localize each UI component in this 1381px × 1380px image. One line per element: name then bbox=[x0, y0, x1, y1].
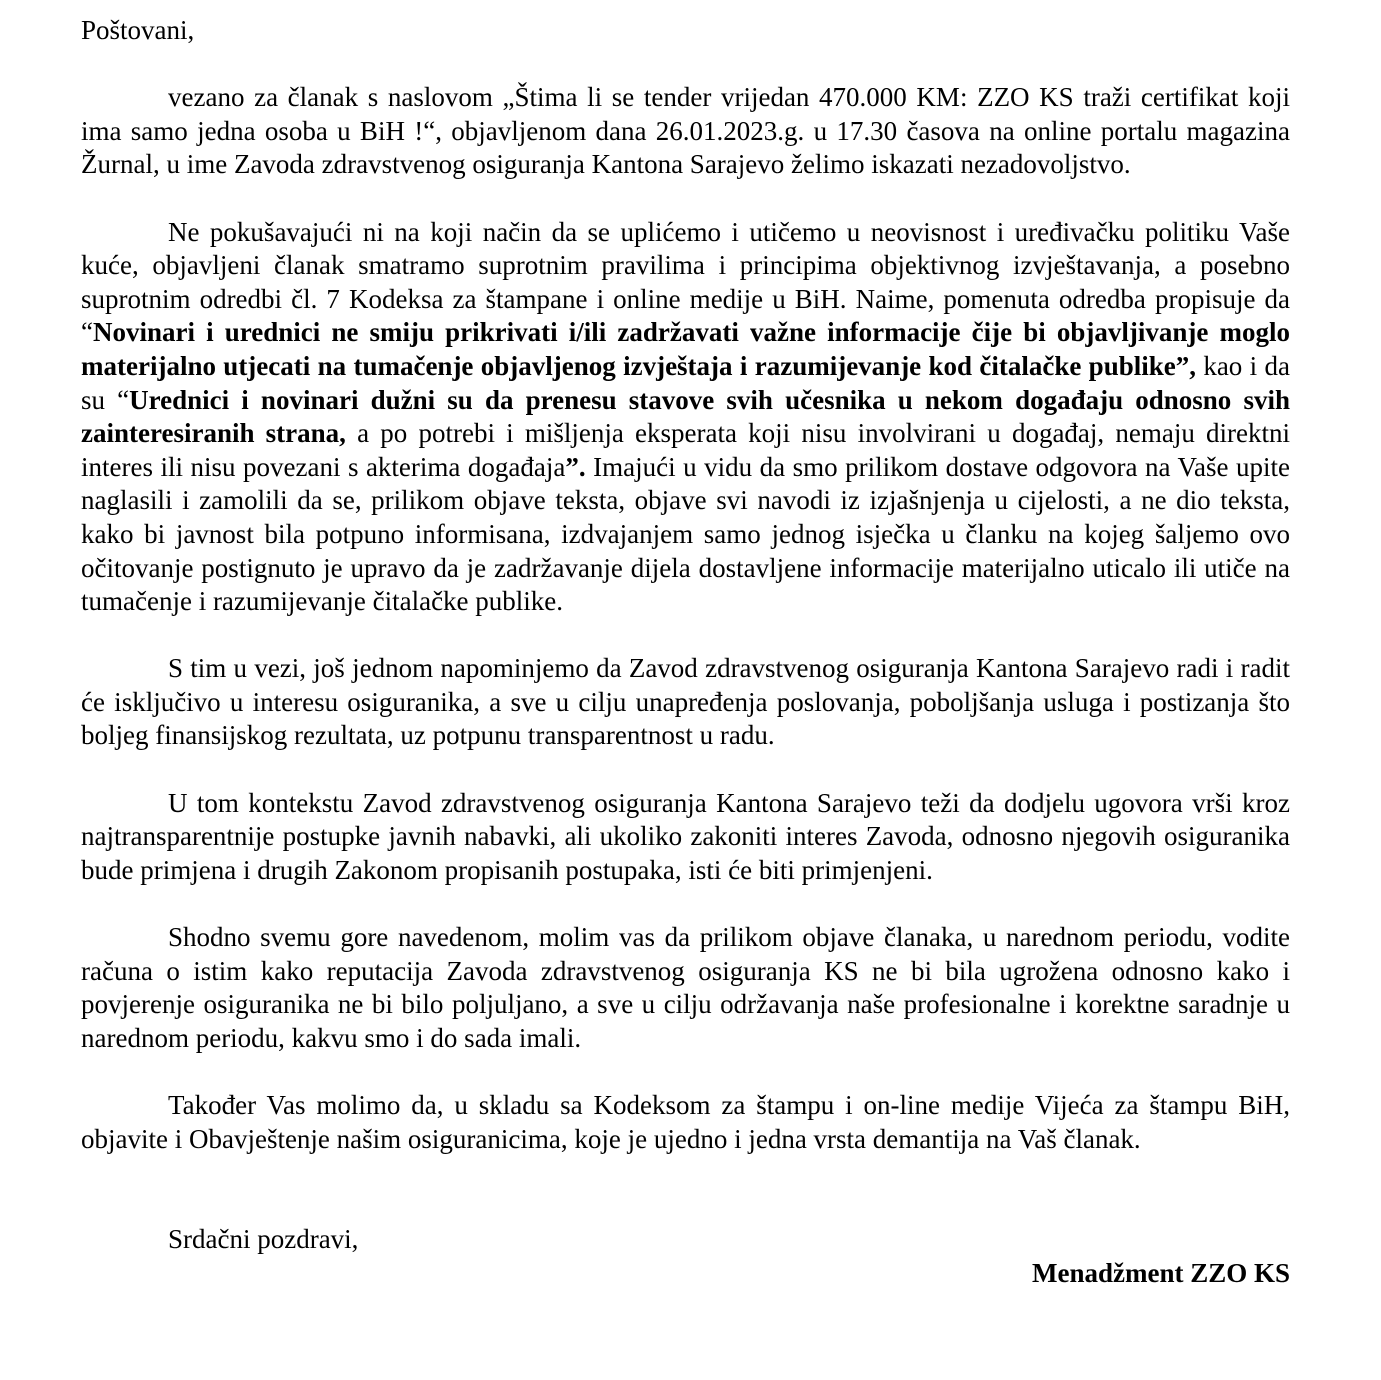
quoted-rule-1: Novinari i urednici ne smiju prikrivati i/ili zadržavati važne informacije čije bi objavljivanje moglo materijalno utjecati na tumačenje objavljenog izvještaja i razumijevanje kod čitalačke publike”, bbox=[81, 317, 1290, 381]
paragraph-intro: vezano za članak s naslovom „Štima li se tender vrijedan 470.000 KM: ZZO KS traži certifikat koji ima samo jedna osoba u BiH !“, objavljenom dana 26.01.2023.g. u 17.30 časova na online portalu magazina Žurnal, u ime Zavoda zdravstvenog osiguranja Kantona Sarajevo želimo iskazati nezadovoljstvo. bbox=[81, 82, 1290, 180]
paragraph-interest: S tim u vezi, još jednom napominjemo da Zavod zdravstvenog osiguranja Kantona Sarajevo radi i radit će isključivo u interesu osiguranika, a sve u cilju unapređenja poslovanja, poboljšanja usluga i postizanja što boljeg finansijskog rezultata, uz potpunu transparentnost u radu. bbox=[81, 653, 1290, 751]
closing-greeting: Srdačni pozdravi, bbox=[168, 1224, 359, 1255]
salutation: Poštovani, bbox=[81, 15, 195, 45]
paragraph-text: Ne pokušavajući ni na koji način da se uplićemo i utičemo u neovisnost i uređivačku politiku Vaše kuće, objavljeni članak smatramo suprotnim pravilima i principima objektivnog izvještavanja, a posebno suprotnim odredbi čl. 7 Kodeksa za štampane i online medije u BiH. Naime, pomenuta odredba propisuje da “ bbox=[81, 216, 1290, 348]
quoted-rule-2: Urednici i novinari dužni su da prenesu stavove svih učesnika u nekom događaju odnosno svih zainteresiranih strana, bbox=[81, 384, 1290, 449]
letter-body bbox=[81, 14, 1290, 1290]
paragraph-code-of-conduct bbox=[81, 216, 1290, 619]
signature: Menadžment ZZO KS bbox=[1031, 1257, 1290, 1288]
spacer bbox=[81, 619, 1290, 653]
quote-close: ”. bbox=[565, 451, 586, 482]
paragraph-publication: Također Vas molimo da, u skladu sa Kodeksom za štampu i on-line medije Vijeća za štampu BiH, objavite i Obavještenje našim osiguranicima, koje je ujedno i jedna vrsta demantija na Vaš članak. bbox=[81, 1090, 1290, 1154]
spacer bbox=[81, 753, 1290, 787]
paragraph-text: kao i da su “ bbox=[81, 350, 1290, 415]
paragraph-text: a po potrebi i mišljenja eksperata koji nisu involvirani u događaj, nemaju direktni interes ili nisu povezani s akterima događaja bbox=[81, 418, 1291, 482]
spacer bbox=[81, 887, 1290, 921]
spacer bbox=[81, 1156, 1290, 1223]
spacer bbox=[81, 1055, 1290, 1089]
paragraph-text: Imajući u vidu da smo prilikom dostave odgovora na Vaše upite naglasili i zamolili da se, prilikom objave teksta, objave svi navodi iz izjašnjenja u cijelosti, a ne dio teksta, kako bi javnost bila potpuno informisana, izdvajanjem samo jednog isječka u članku na kojeg šaljemo ovo očitovanje postignuto je upravo da je zadržavanje dijela dostavljene informacije materijalno uticalo ili utiče na tumačenje i razumijevanje čitalačke publike. bbox=[81, 451, 1290, 617]
spacer bbox=[81, 182, 1290, 216]
paragraph-procurement: U tom kontekstu Zavod zdravstvenog osiguranja Kantona Sarajevo teži da dodjelu ugovora vrši kroz najtransparentnije postupke javnih nabavki, ali ukoliko zakoniti interes Zavoda, odnosno njegovih osiguranika bude primjena i drugih Zakonom propisanih postupaka, isti će biti primjenjeni. bbox=[81, 787, 1290, 885]
spacer bbox=[81, 48, 1290, 82]
paragraph-request: Shodno svemu gore navedenom, molim vas da prilikom objave članaka, u narednom periodu, vodite računa o istim kako reputacija Zavoda zdravstvenog osiguranja KS ne bi bila ugrožena odnosno kako i povjerenje osiguranika ne bi bilo poljuljano, a sve u cilju održavanja naše profesionalne i korektne saradnje u narednom periodu, kakvu smo i do sada imali. bbox=[81, 922, 1290, 1053]
